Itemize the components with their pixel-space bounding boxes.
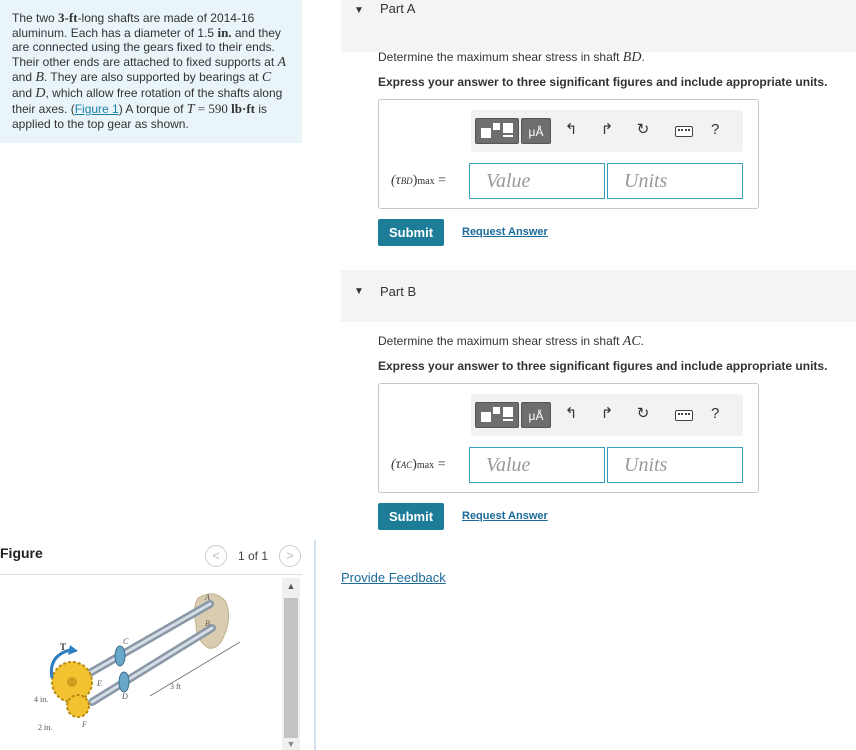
math-toolbar [471,394,743,436]
torque-arrow-head [68,645,78,655]
label-f: F [82,720,87,729]
tau-subscript: BD [400,176,413,186]
column-separator [314,540,316,750]
label-c: C [123,637,129,646]
units-icon[interactable]: μÅ [521,118,551,144]
reset-icon[interactable]: ↻ [636,121,650,138]
gear-f [67,695,89,717]
problem-text: . They are also supported by bearings at [43,70,262,85]
problem-text: , which allow free rotation of the shafts along their axes. ( [12,85,283,116]
figure-title: Figure [0,545,43,561]
problem-length: 3-ft [58,10,78,25]
part-a-units-input[interactable]: Units [607,163,743,199]
figure-next-button[interactable]: > [279,545,301,567]
max-subscript: max [417,176,435,187]
problem-text: is applied to the top gear as shown. [12,101,268,132]
label-r2: 2 in. [38,723,53,732]
question-var: AC [622,334,641,349]
figure-prev-button[interactable]: < [205,545,227,567]
label-b: B [205,619,210,628]
question-text: . [640,334,644,348]
templates-icon[interactable] [475,402,519,428]
problem-text: and [12,85,36,100]
figure-divider [0,574,302,575]
tau-symbol: (τ [391,173,401,188]
label-length: 3 ft [170,682,181,691]
question-text: Determine the maximum shear stress in shaft [378,50,623,64]
part-b-answer-box [378,383,759,493]
problem-var: B [35,70,44,86]
problem-var: T [186,101,195,117]
part-b-units-input[interactable]: Units [607,447,743,483]
equals-sign: = [434,173,446,188]
part-a-header[interactable] [341,0,856,52]
figure-scrollbar[interactable] [282,578,300,750]
part-b-instruction: Express your answer to three significant figures and include appropriate units. [378,359,828,373]
bearing-c [115,646,125,666]
redo-icon[interactable]: ↱ [600,121,614,138]
problem-unit: lb·ft [231,100,256,116]
part-a-variable-label [391,173,446,189]
part-a-label: Part A [380,1,416,16]
problem-text: ) A torque of [118,101,187,116]
problem-value: = 590 [194,100,232,116]
part-b-value-input[interactable]: Value [469,447,605,483]
help-icon[interactable]: ? [711,405,720,422]
part-a-answer-box [378,99,759,209]
problem-var: A [277,54,287,70]
paren-close: ) [412,173,418,188]
problem-text: and they are connected using the gears fixed to their ends. Their other ends are attached to fixed supports at [12,25,281,69]
part-b-submit-button[interactable]: Submit [378,503,444,530]
gear-e-hub [67,677,77,687]
figure-header [0,540,302,574]
units-icon[interactable]: μÅ [521,402,551,428]
scroll-down-icon[interactable]: ▼ [286,739,296,749]
part-a-question [378,50,645,66]
part-a-submit-button[interactable]: Submit [378,219,444,246]
label-e: E [97,679,102,688]
undo-icon[interactable]: ↰ [564,405,578,422]
math-toolbar [471,110,743,152]
problem-var: C [261,70,272,86]
part-a-request-answer-link[interactable]: Request Answer [462,226,548,238]
bearing-d [119,672,129,692]
part-b-variable-label [391,457,446,473]
templates-icon[interactable] [475,118,519,144]
figure-count: 1 of 1 [238,549,269,563]
paren-close: ) [412,457,417,472]
chevron-down-icon[interactable]: ▼ [354,286,364,297]
provide-feedback-link[interactable]: Provide Feedback [341,570,446,585]
question-text: . [641,50,645,64]
dimension-line [150,642,240,696]
problem-text: The two [12,11,59,25]
figure-link[interactable]: Figure 1 [74,101,119,116]
tau-symbol: (τ [391,457,401,472]
keyboard-icon[interactable] [675,126,693,137]
question-var: BD [622,50,642,65]
problem-unit: in. [217,24,232,40]
max-subscript: max [416,460,435,471]
label-d: D [122,692,128,701]
reset-icon[interactable]: ↻ [636,405,650,422]
label-r1: 4 in. [34,695,49,704]
equals-sign: = [434,457,446,472]
problem-statement [0,0,302,143]
question-text: Determine the maximum shear stress in shaft [378,334,623,348]
chevron-down-icon[interactable]: ▼ [354,5,364,16]
gear-shaft-diagram [0,578,280,750]
label-t: T [60,642,67,652]
tau-subscript: AC [400,460,413,470]
undo-icon[interactable]: ↰ [564,121,578,138]
part-b-request-answer-link[interactable]: Request Answer [462,510,548,522]
redo-icon[interactable]: ↱ [600,405,614,422]
part-a-value-input[interactable]: Value [469,163,605,199]
part-b-header[interactable] [341,270,856,322]
part-b-label: Part B [380,284,417,299]
problem-var: D [35,85,46,101]
figure-image [0,578,280,750]
scroll-up-icon[interactable]: ▲ [286,581,296,591]
part-b-question [378,334,644,350]
problem-text: -long shafts are made of 2014-16 aluminum. Each has a diameter of 1.5 [12,11,255,40]
scroll-thumb[interactable] [284,598,298,738]
problem-text: and [12,70,36,85]
keyboard-icon[interactable] [675,410,693,421]
part-a-instruction: Express your answer to three significant figures and include appropriate units. [378,75,828,89]
label-a: A [205,593,210,602]
help-icon[interactable]: ? [711,121,720,138]
